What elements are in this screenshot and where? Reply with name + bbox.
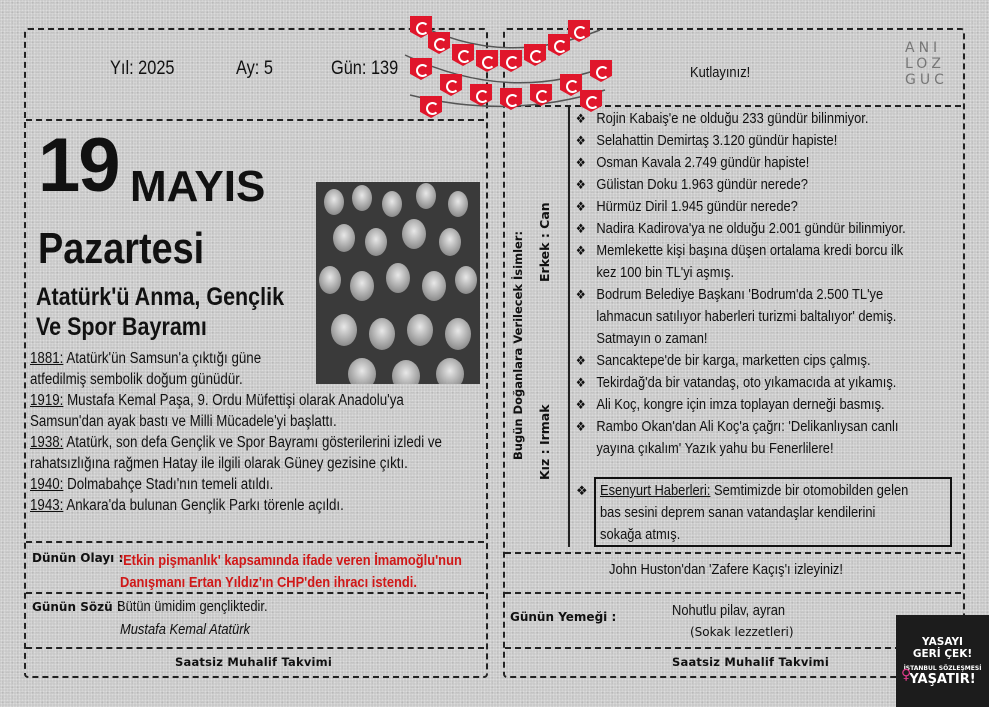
- diamond-bullet-icon: ❖: [575, 133, 586, 148]
- news-line: Tekirdağ'da bir vatandaş, oto yıkamacıda at yıkamış.: [596, 374, 897, 391]
- news-item: [574, 218, 952, 240]
- movie-recommendation: John Huston'dan 'Zafere Kaçış'ı izleyiniz!: [609, 561, 843, 578]
- diamond-bullet-icon: ❖: [575, 397, 586, 412]
- news-item: [574, 152, 952, 174]
- news-line: Nadira Kadirova'ya ne olduğu 2.001 gündür bilinmiyor.: [596, 220, 906, 237]
- history-continuation: atfedilmiş sembolik doğum günüdür.: [30, 371, 243, 388]
- history-continuation: Samsun'dan ayak bastı ve Milli Mücadele'yi başlattı.: [30, 413, 337, 430]
- day-number: 19: [38, 123, 119, 208]
- history-list: [30, 348, 469, 516]
- male-name: [537, 202, 552, 282]
- year-label: Yıl: 2025: [110, 58, 175, 79]
- diamond-bullet-icon: ❖: [575, 221, 586, 236]
- news-line: Bodrum Belediye Başkanı 'Bodrum'da 2.500 TL'ye: [596, 286, 884, 303]
- event-line2: Danışmanı Ertan Yıldız'ın CHP'den ihracı istendi.: [120, 574, 417, 591]
- event-label: Dünün Olayı :: [32, 551, 124, 565]
- history-item: [30, 474, 469, 495]
- history-item: [30, 348, 469, 369]
- news-line: lahmacun satılıyor haberleri turizmi baltalıyor' demiş.: [596, 308, 897, 325]
- esenyurt-line1: Semtimizde bir otomobilden gelen: [710, 482, 909, 499]
- news-item: [574, 174, 952, 196]
- event-line1: 'Etkin pişmanlık' kapsamında ifade veren İmamoğlu'nun: [120, 552, 462, 569]
- logo-line-3: GUC: [905, 72, 948, 88]
- female-name-text: Kız : Irmak: [537, 404, 552, 480]
- diamond-bullet-icon: ❖: [575, 375, 586, 390]
- news-item: [574, 372, 952, 394]
- month-name: MAYIS: [130, 162, 266, 211]
- diamond-bullet-icon: ❖: [575, 243, 586, 258]
- news-line: yayına çıkalım' Yazık yahu bu Fenerlilere!: [596, 440, 834, 457]
- male-name-text: Erkek : Can: [537, 202, 552, 282]
- esenyurt-line3: sokağa atmış.: [600, 526, 681, 543]
- weekday: Pazartesi: [38, 224, 205, 273]
- names-title: [511, 231, 525, 460]
- footer-right: Saatsiz Muhalif Takvimi: [672, 655, 829, 669]
- news-item: [574, 130, 952, 152]
- news-line: Rambo Okan'dan Ali Koç'a çağrı: 'Delikanlıysan canlı: [596, 418, 899, 435]
- history-text: Atatürk, son defa Gençlik ve Spor Bayramı gösterilerini izledi ve: [63, 434, 442, 451]
- news-line: Gülistan Doku 1.963 gündür nerede?: [596, 176, 808, 193]
- meal-label: Günün Yemeği :: [510, 610, 617, 624]
- esenyurt-news: [600, 480, 944, 546]
- holiday-title-line2: Ve Spor Bayramı: [36, 313, 207, 341]
- badge-line3: İSTANBUL SÖZLEŞMESİ: [903, 665, 982, 672]
- diamond-bullet-icon: ❖: [575, 177, 586, 192]
- news-line: Hürmüz Diril 1.945 gündür nerede?: [596, 198, 798, 215]
- news-line: kez 100 bin TL'yi aşmış.: [596, 264, 735, 281]
- diamond-bullet-icon: ❖: [575, 287, 586, 302]
- esenyurt-bullet-icon: ❖: [576, 483, 588, 498]
- names-title-text: Bugün Doğanlara Verilecek İsimler:: [511, 230, 525, 460]
- footer-left: Saatsiz Muhalif Takvimi: [175, 655, 332, 669]
- news-list: [574, 108, 952, 460]
- day-of-year-label: Gün: 139: [331, 58, 399, 79]
- diamond-bullet-icon: ❖: [575, 111, 586, 126]
- left-quote-divider: [26, 592, 484, 594]
- esenyurt-label: Esenyurt Haberleri:: [600, 482, 711, 499]
- diamond-bullet-icon: ❖: [575, 155, 586, 170]
- badge-line2: GERİ ÇEK!: [912, 648, 973, 660]
- diamond-bullet-icon: ❖: [575, 199, 586, 214]
- meal-note: (Sokak lezzetleri): [690, 625, 794, 639]
- female-name: [537, 404, 552, 480]
- diamond-bullet-icon: ❖: [575, 419, 586, 434]
- history-year: 1938:: [30, 434, 64, 451]
- history-continuation: rahatsızlığına rağmen Hatay ile ilgili olarak Güney gezisine çıktı.: [30, 455, 408, 472]
- news-line: Memlekette kişi başına düşen ortalama kredi borcu ilk: [596, 242, 904, 259]
- history-text: Ankara'da bulunan Gençlik Parkı törenle açıldı.: [63, 497, 344, 514]
- month-label: Ay: 5: [236, 58, 273, 79]
- left-footer-divider: [26, 647, 484, 649]
- history-year: 1943:: [30, 497, 64, 514]
- venus-symbol-icon: ♀: [901, 667, 912, 683]
- history-item: [30, 390, 469, 411]
- news-item: [574, 108, 952, 130]
- news-item: [574, 394, 952, 416]
- history-item: [30, 495, 469, 516]
- history-text: Mustafa Kemal Paşa, 9. Ordu Müfettişi olarak Anadolu'ya: [63, 392, 404, 409]
- holiday-title-line1: Atatürk'ü Anma, Gençlik: [36, 283, 285, 311]
- logo-line-1: ANI: [905, 40, 942, 56]
- names-divider: [568, 106, 570, 547]
- diamond-bullet-icon: ❖: [575, 353, 586, 368]
- quote-author: Mustafa Kemal Atatürk: [120, 621, 251, 638]
- news-line: Satmayın o zaman!: [596, 330, 708, 347]
- history-year: 1881:: [30, 350, 64, 367]
- campaign-badge: [896, 615, 989, 707]
- badge-line4: YAŞATIR!: [909, 672, 976, 687]
- logo-line-2: LOZ: [905, 56, 945, 72]
- news-item: [574, 284, 952, 350]
- history-year: 1919:: [30, 392, 64, 409]
- news-item: [574, 196, 952, 218]
- right-footer-divider: [505, 647, 961, 649]
- history-text: Atatürk'ün Samsun'a çıktığı güne: [63, 350, 262, 367]
- history-text: Dolmabahçe Stadı'nın temeli atıldı.: [63, 476, 274, 493]
- news-line: Sancaktepe'de bir karga, marketten cips çalmış.: [596, 352, 871, 369]
- history-item: [30, 432, 469, 453]
- news-item: [574, 350, 952, 372]
- history-year: 1940:: [30, 476, 64, 493]
- right-movie-divider: [505, 552, 961, 554]
- quote-text: Bütün ümidim gençliktedir.: [117, 598, 268, 615]
- greeting-text: Kutlayınız!: [690, 64, 751, 81]
- news-line: Rojin Kabaiş'e ne olduğu 233 gündür bilinmiyor.: [596, 110, 869, 127]
- left-event-divider: [26, 541, 484, 543]
- news-item: [574, 240, 952, 284]
- brand-logo: [905, 40, 955, 88]
- quote-label: Günün Sözü :: [32, 600, 122, 614]
- news-item: [574, 416, 952, 460]
- right-meal-divider: [505, 592, 961, 594]
- news-line: Selahattin Demirtaş 3.120 gündür hapiste!: [596, 132, 838, 149]
- esenyurt-line2: bas sesini deprem sanan vatandaşlar kendilerini: [600, 504, 876, 521]
- badge-line1: YASAYI: [922, 636, 963, 648]
- meal-dish: Nohutlu pilav, ayran: [672, 602, 786, 619]
- news-line: Osman Kavala 2.749 gündür hapiste!: [596, 154, 810, 171]
- news-line: Ali Koç, kongre için imza toplayan derneği basmış.: [596, 396, 885, 413]
